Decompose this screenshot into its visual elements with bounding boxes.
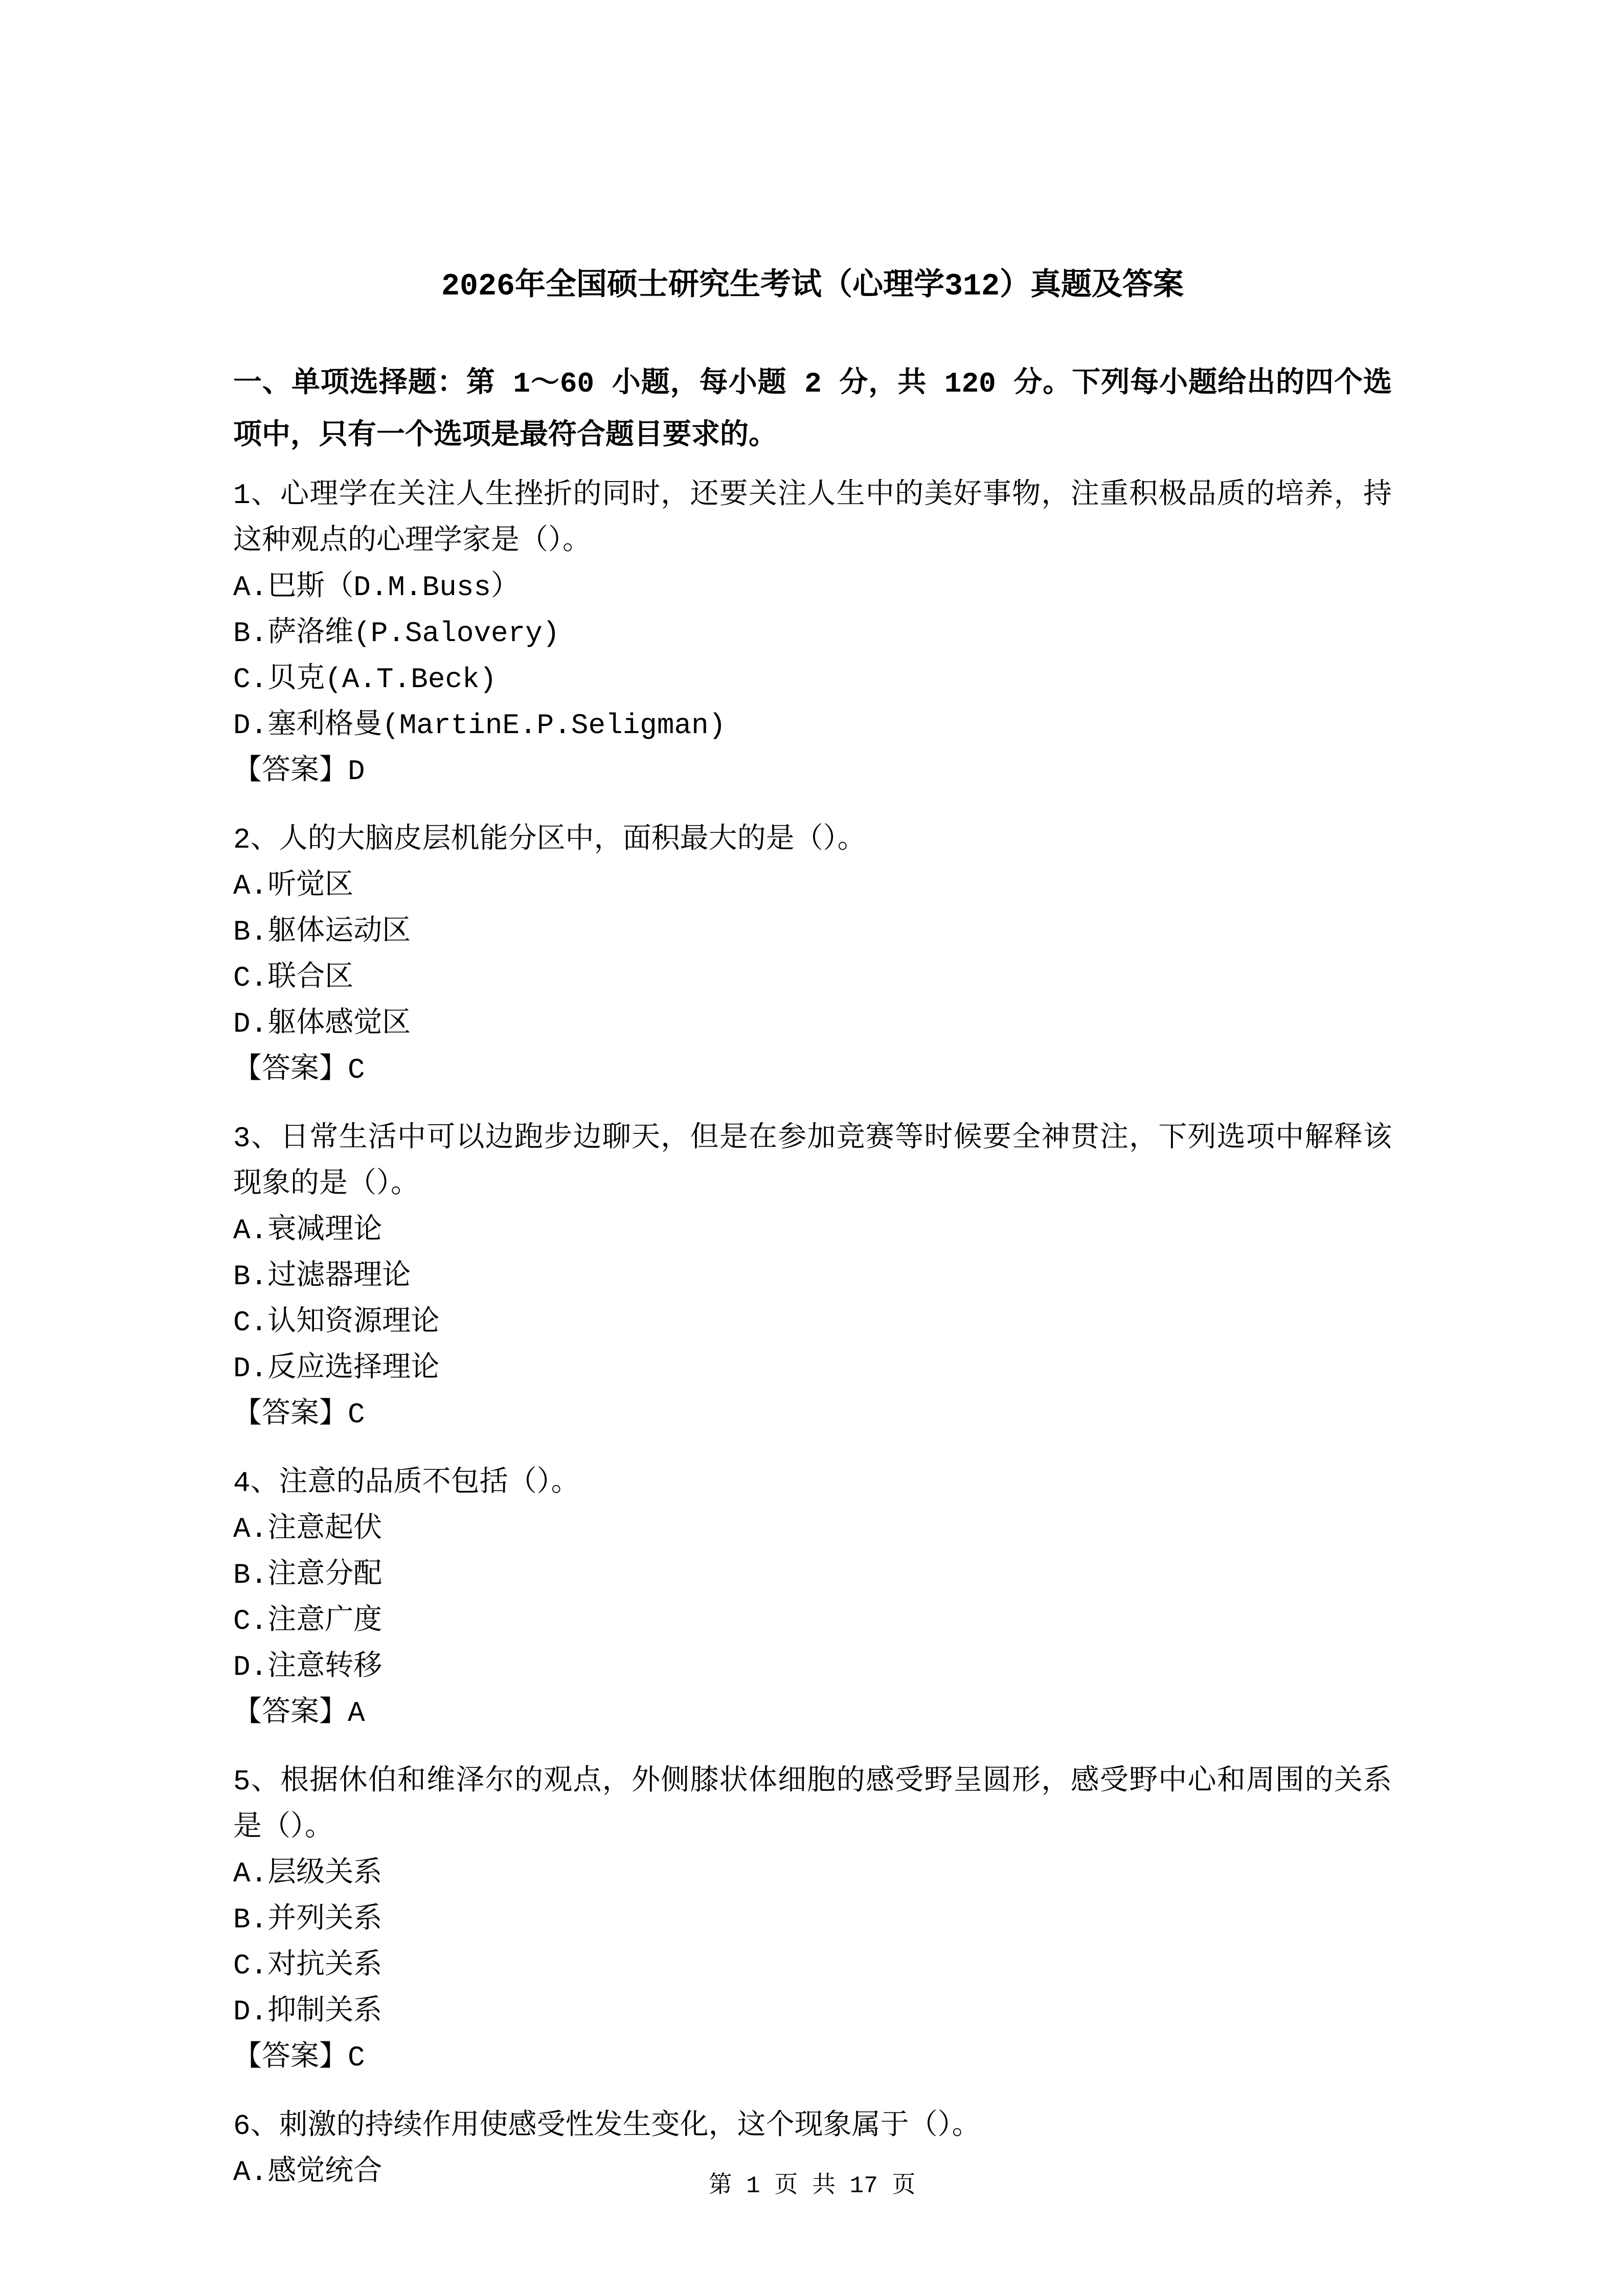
question-1 bbox=[233, 472, 1392, 794]
option-b: B.并列关系 bbox=[233, 1903, 382, 1936]
option-b: B.过滤器理论 bbox=[233, 1260, 411, 1293]
option-a: A.衰减理论 bbox=[233, 1214, 382, 1247]
option-d: D.躯体感觉区 bbox=[233, 1008, 411, 1040]
option-a: A.听觉区 bbox=[233, 870, 354, 902]
option-d: D.注意转移 bbox=[233, 1651, 382, 1684]
option-d: D.抑制关系 bbox=[233, 1995, 382, 2028]
question-stem: 2、人的大脑皮层机能分区中，面积最大的是（）。 bbox=[233, 824, 866, 856]
option-c: C.注意广度 bbox=[233, 1605, 382, 1638]
option-d: D.塞利格曼(MartinE.P.Seligman) bbox=[233, 709, 726, 742]
document-content bbox=[233, 270, 1392, 2195]
option-c: C.贝克(A.T.Beck) bbox=[233, 663, 497, 696]
question-stem: 4、注意的品质不包括（）。 bbox=[233, 1467, 580, 1499]
answer-line: 【答案】C bbox=[233, 1398, 365, 1431]
option-c: C.对抗关系 bbox=[233, 1949, 382, 1982]
page-title: 2026年全国硕士研究生考试（心理学312）真题及答案 bbox=[441, 269, 1184, 304]
option-b: B.注意分配 bbox=[233, 1559, 382, 1592]
answer-line: 【答案】D bbox=[233, 755, 365, 788]
option-a: A.巴斯（D.M.Buss） bbox=[233, 571, 520, 604]
option-b: B.萨洛维(P.Salovery) bbox=[233, 617, 560, 650]
question-5 bbox=[233, 1759, 1392, 2081]
option-a: A.注意起伏 bbox=[233, 1513, 382, 1545]
question-stem: 6、刺激的持续作用使感受性发生变化，这个现象属于（）。 bbox=[233, 2110, 981, 2143]
option-c: C.联合区 bbox=[233, 962, 354, 994]
option-b: B.躯体运动区 bbox=[233, 916, 411, 948]
question-3 bbox=[233, 1116, 1392, 1438]
question-4 bbox=[233, 1460, 1392, 1736]
answer-line: 【答案】A bbox=[233, 1697, 365, 1730]
question-2 bbox=[233, 817, 1392, 1093]
option-a: A.层级关系 bbox=[233, 1857, 382, 1890]
option-a: A.感觉统合 bbox=[233, 2156, 382, 2189]
question-stem: 1、心理学在关注人生挫折的同时，还要关注人生中的美好事物，注重积极品质的培养，持这种观点的心理学家是（）。 bbox=[233, 479, 1392, 558]
option-d: D.反应选择理论 bbox=[233, 1352, 440, 1385]
option-c: C.认知资源理论 bbox=[233, 1306, 440, 1339]
page-number-footer: 第 1 页 共 17 页 bbox=[708, 2173, 916, 2199]
section-intro: 一、单项选择题：第 1～60 小题，每小题 2 分，共 120 分。下列每小题给出的四个选项中，只有一个选项是最符合题目要求的。 bbox=[233, 368, 1392, 452]
answer-line: 【答案】C bbox=[233, 2041, 365, 2074]
question-list bbox=[233, 472, 1392, 2195]
question-stem: 5、根据休伯和维泽尔的观点，外侧膝状体细胞的感受野呈圆形，感受野中心和周围的关系是（）。 bbox=[233, 1765, 1392, 1844]
answer-line: 【答案】C bbox=[233, 1054, 365, 1086]
question-stem: 3、日常生活中可以边跑步边聊天，但是在参加竞赛等时候要全神贯注，下列选项中解释该现象的是（）。 bbox=[233, 1122, 1392, 1201]
